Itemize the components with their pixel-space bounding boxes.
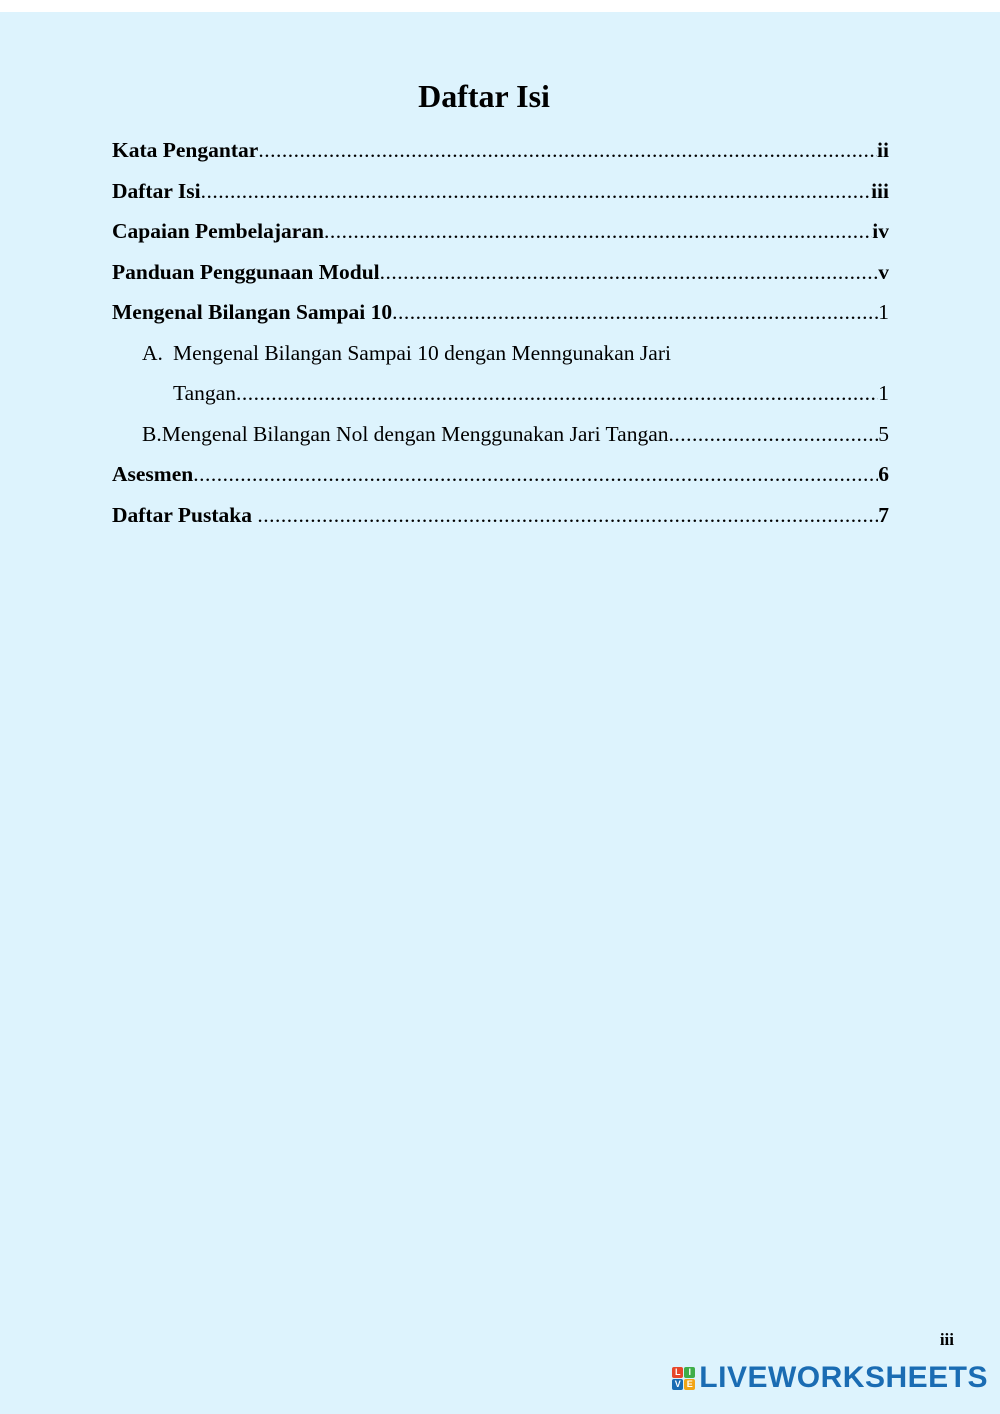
toc-entry-label: Capaian Pembelajaran [112,219,325,243]
dot-leader [201,179,871,204]
toc-subentry-continuation [112,381,889,422]
toc-entry-page: iii [871,178,889,203]
dot-leader [258,138,877,163]
toc-subentry-label: Mengenal Bilangan Sampai 10 dengan Menngunakan Jari [173,340,671,365]
toc-subentry-page: 5 [878,421,889,446]
toc-subentry-label: Mengenal Bilangan Nol dengan Menggunakan Jari Tangan [161,421,669,446]
toc-entry-label: Kata Pengantar [112,138,259,162]
toc-subentry [112,341,889,382]
toc-entry [112,219,889,260]
toc-entry-page: 7 [878,502,889,527]
toc-entry-label: Panduan Penggunaan Modul [112,259,380,284]
toc-entry-label: Daftar Isi [112,178,201,203]
toc-entry [112,462,889,503]
logo-letter: V [672,1379,683,1390]
logo-letter: I [684,1367,695,1378]
toc-entry-page: 1 [878,300,889,324]
toc-entry [112,503,889,544]
dot-leader [324,219,872,244]
toc-entry-page: iv [872,219,889,243]
dot-leader [257,503,878,528]
logo-letter: L [672,1367,683,1378]
toc-entry-label: Daftar Pustaka [112,502,258,527]
page-title: Daftar Isi [418,78,550,114]
liveworksheets-mark-icon [672,1367,695,1390]
dot-leader [392,300,878,325]
toc-subentry-page: 1 [878,381,889,405]
document-page [0,12,1000,1414]
toc-entry [112,260,889,301]
toc-entry-label: Mengenal Bilangan Sampai 10 [112,300,393,324]
logo-text: LIVEWORKSHEETS [699,1361,988,1394]
logo-letter: E [684,1379,695,1390]
toc-subentry [112,422,889,463]
toc-entry-page: ii [877,138,889,162]
toc-entry [112,138,889,179]
dot-leader [380,260,879,285]
toc-entry-label: Asesmen [112,462,194,486]
toc-subentry-label: Tangan [173,381,236,405]
dot-leader [236,381,878,406]
table-of-contents [112,138,889,543]
dot-leader [669,422,879,447]
dot-leader [193,462,878,487]
toc-entry [112,300,889,341]
toc-subentry-letter: A. [142,340,163,365]
toc-entry [112,179,889,220]
toc-entry-page: v [878,259,889,284]
toc-subentry-letter: B. [142,421,162,446]
toc-entry-page: 6 [878,462,889,486]
page-number: iii [939,1330,954,1349]
liveworksheets-logo [672,1361,988,1395]
